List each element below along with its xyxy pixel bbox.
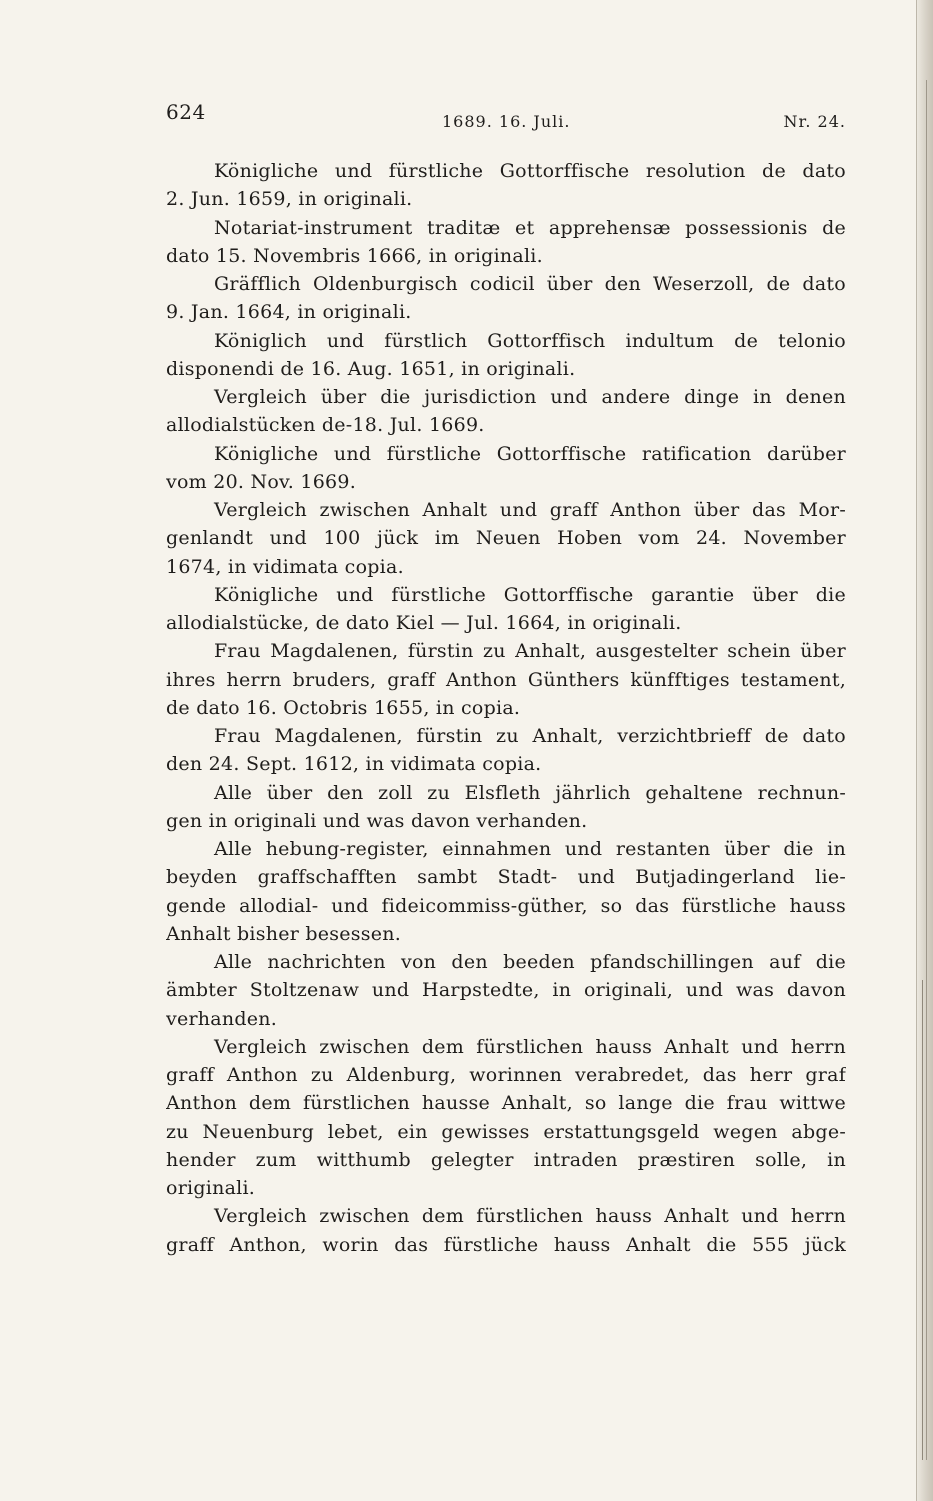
text-line: Frau Magdalenen, fürstin zu Anhalt, ausgestelter schein über [214,640,846,663]
running-head: 1689. 16. Juli. [442,112,571,131]
text-line: Königlich und fürstlich Gottorffisch indultum de telonio [214,329,846,352]
text-line: Alle nachrichten von den beeden pfandschillingen auf die [214,951,846,973]
list-item [166,270,846,327]
text-line: ihres herrn bruders, graff Anthon Günthers künfftiges testament, [166,668,846,691]
list-item [166,1202,846,1259]
page-header [166,100,846,136]
list-item [166,779,846,836]
text-line: allodialstücke, de dato Kiel — Jul. 1664, in originali. [166,612,682,634]
text-line: den 24. Sept. 1612, in vidimata copia. [166,753,542,776]
text-line: graff Anthon, worin das fürstliche hauss Anhalt die 555 jück [166,1233,846,1256]
text-line: Vergleich zwischen dem fürstlichen hauss Anhalt und herrn [214,1035,846,1058]
text-line: dato 15. Novembris 1666, in originali. [166,244,543,267]
text-line: gen in originali und was davon verhanden. [166,809,588,832]
text-line: graff Anthon zu Aldenburg, worinnen verabredet, das herr graf [166,1064,846,1086]
list-item [166,440,846,497]
text-line: Notariat-instrument traditæ et apprehensæ possessionis de [214,216,846,239]
text-line: disponendi de 16. Aug. 1651, in originali. [166,357,576,380]
text-line: Königliche und fürstliche Gottorffische resolution de dato [214,160,846,182]
list-item [166,948,846,1033]
text-line: 2. Jun. 1659, in originali. [166,188,413,211]
text-line: 1674, in vidimata copia. [166,555,404,578]
text-line: Anhalt bisher besessen. [166,922,402,945]
page-edge-line-lower [922,980,923,1460]
text-line: Königliche und fürstliche Gottorffische ratification darüber [214,442,846,465]
text-line: Alle hebung-register, einnahmen und restanten über die in [214,838,846,860]
text-line: Königliche und fürstliche Gottorffische garantie über die [214,583,846,606]
text-line: allodialstücken de-18. Jul. 1669. [166,414,485,437]
text-line: beyden graffschafften sambt Stadt- und Butjadingerland lie- [166,866,846,889]
text-line: Alle über den zoll zu Elsfleth jährlich gehaltene rechnun- [214,781,846,804]
text-line: vom 20. Nov. 1669. [166,470,357,493]
list-item [166,327,846,384]
text-line: genlandt und 100 jück im Neuen Hoben vom 24. November [166,527,846,550]
text-line: originali. [166,1177,256,1199]
page-number: 624 [166,100,206,124]
list-item [166,383,846,440]
list-item [166,496,846,581]
text-line: Vergleich zwischen Anhalt und graff Anthon über das Mor- [214,499,846,521]
list-item [166,835,846,948]
text-line: gende allodial- und fideicommiss-güther, so das fürstliche hauss [166,894,846,917]
text-line: verhanden. [166,1007,278,1030]
text-line: Vergleich über die jurisdiction und andere dinge in denen [214,386,846,408]
page-edge-line [926,80,927,1460]
text-line: zu Neuenburg lebet, ein gewisses erstattungsgeld wegen abge- [166,1120,846,1143]
page-edge [916,0,933,1501]
text-line: de dato 16. Octobris 1655, in copia. [166,696,521,719]
text-line: Anthon dem fürstlichen hausse Anhalt, so lange die frau wittwe [166,1092,846,1115]
list-item [166,157,846,214]
body-text [166,157,846,1259]
list-item [166,581,846,638]
text-line: Gräfflich Oldenburgisch codicil über den Weserzoll, de dato [214,273,846,295]
list-item [166,637,846,722]
list-item [166,1033,846,1203]
text-line: hender zum witthumb gelegter intraden præstiren solle, in [166,1148,846,1171]
list-item [166,214,846,271]
text-line: Frau Magdalenen, fürstin zu Anhalt, verzichtbrieff de dato [214,725,846,747]
document-number: Nr. 24. [783,112,846,131]
text-line: ämbter Stoltzenaw und Harpstedte, in originali, und was davon [166,979,846,1002]
list-item [166,722,846,779]
text-line: Vergleich zwischen dem fürstlichen hauss Anhalt und herrn [214,1205,846,1228]
text-line: 9. Jan. 1664, in originali. [166,301,412,324]
